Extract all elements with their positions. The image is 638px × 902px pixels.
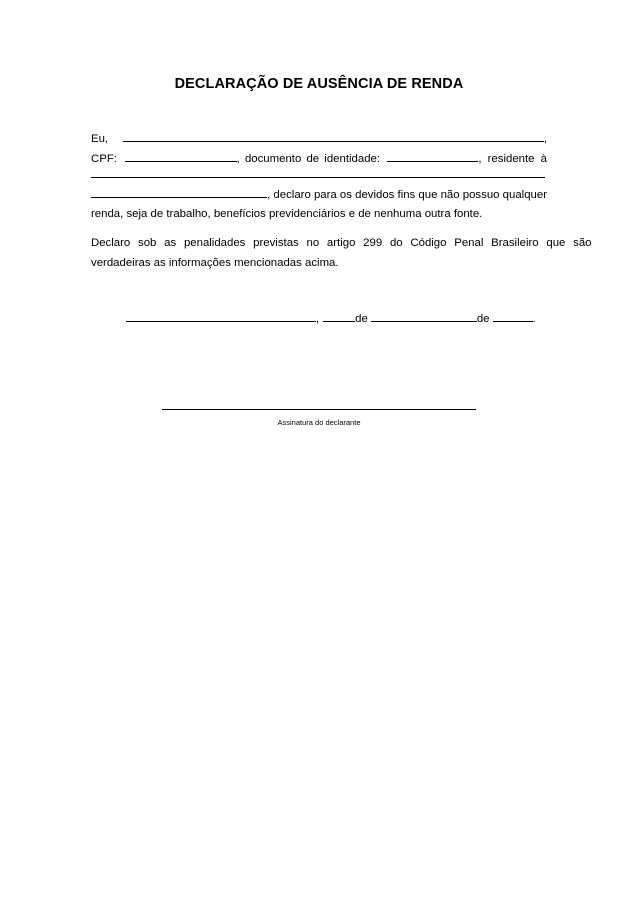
city-blank bbox=[126, 311, 316, 322]
name-suffix: , bbox=[543, 133, 547, 145]
penalty-paragraph-line2: verdadeiras as informações mencionadas acima. bbox=[91, 257, 339, 269]
id-document-label: , documento de identidade: bbox=[236, 153, 381, 165]
name-line bbox=[91, 131, 547, 146]
day-de-label: de bbox=[355, 313, 368, 325]
penalty-paragraph-line1 bbox=[91, 236, 592, 250]
name-label: Eu, bbox=[91, 133, 109, 145]
month-de-label: de bbox=[476, 313, 490, 325]
address-continuation-blank bbox=[91, 187, 267, 198]
signature-label: Assinatura do declarante bbox=[277, 418, 361, 427]
cpf-label: CPF: bbox=[91, 153, 117, 165]
address-blank bbox=[91, 167, 545, 178]
cpf-blank bbox=[125, 151, 237, 162]
page-title: DECLARAÇÃO DE AUSÊNCIA DE RENDA bbox=[174, 76, 464, 92]
penalty-text: Declaro sob as penalidades previstas no artigo 299 do Código Penal Brasileiro que são bbox=[91, 237, 592, 249]
day-blank bbox=[323, 311, 355, 322]
declaration-line bbox=[91, 187, 547, 202]
id-document-blank bbox=[387, 151, 478, 162]
city-separator: , bbox=[316, 313, 320, 325]
signature-line bbox=[162, 409, 476, 410]
month-blank bbox=[371, 311, 477, 322]
declaration-text-continued: renda, seja de trabalho, benefícios previdenciários e de nenhuma outra fonte. bbox=[91, 208, 483, 220]
cpf-line bbox=[91, 151, 547, 166]
date-end: . bbox=[532, 313, 536, 325]
residence-label: , residente à bbox=[478, 153, 547, 165]
date-line bbox=[126, 311, 546, 326]
declaration-text: , declaro para os devidos fins que não possuo qualquer bbox=[267, 189, 547, 201]
year-blank bbox=[493, 311, 533, 322]
name-blank bbox=[123, 131, 544, 142]
address-line bbox=[91, 167, 547, 178]
